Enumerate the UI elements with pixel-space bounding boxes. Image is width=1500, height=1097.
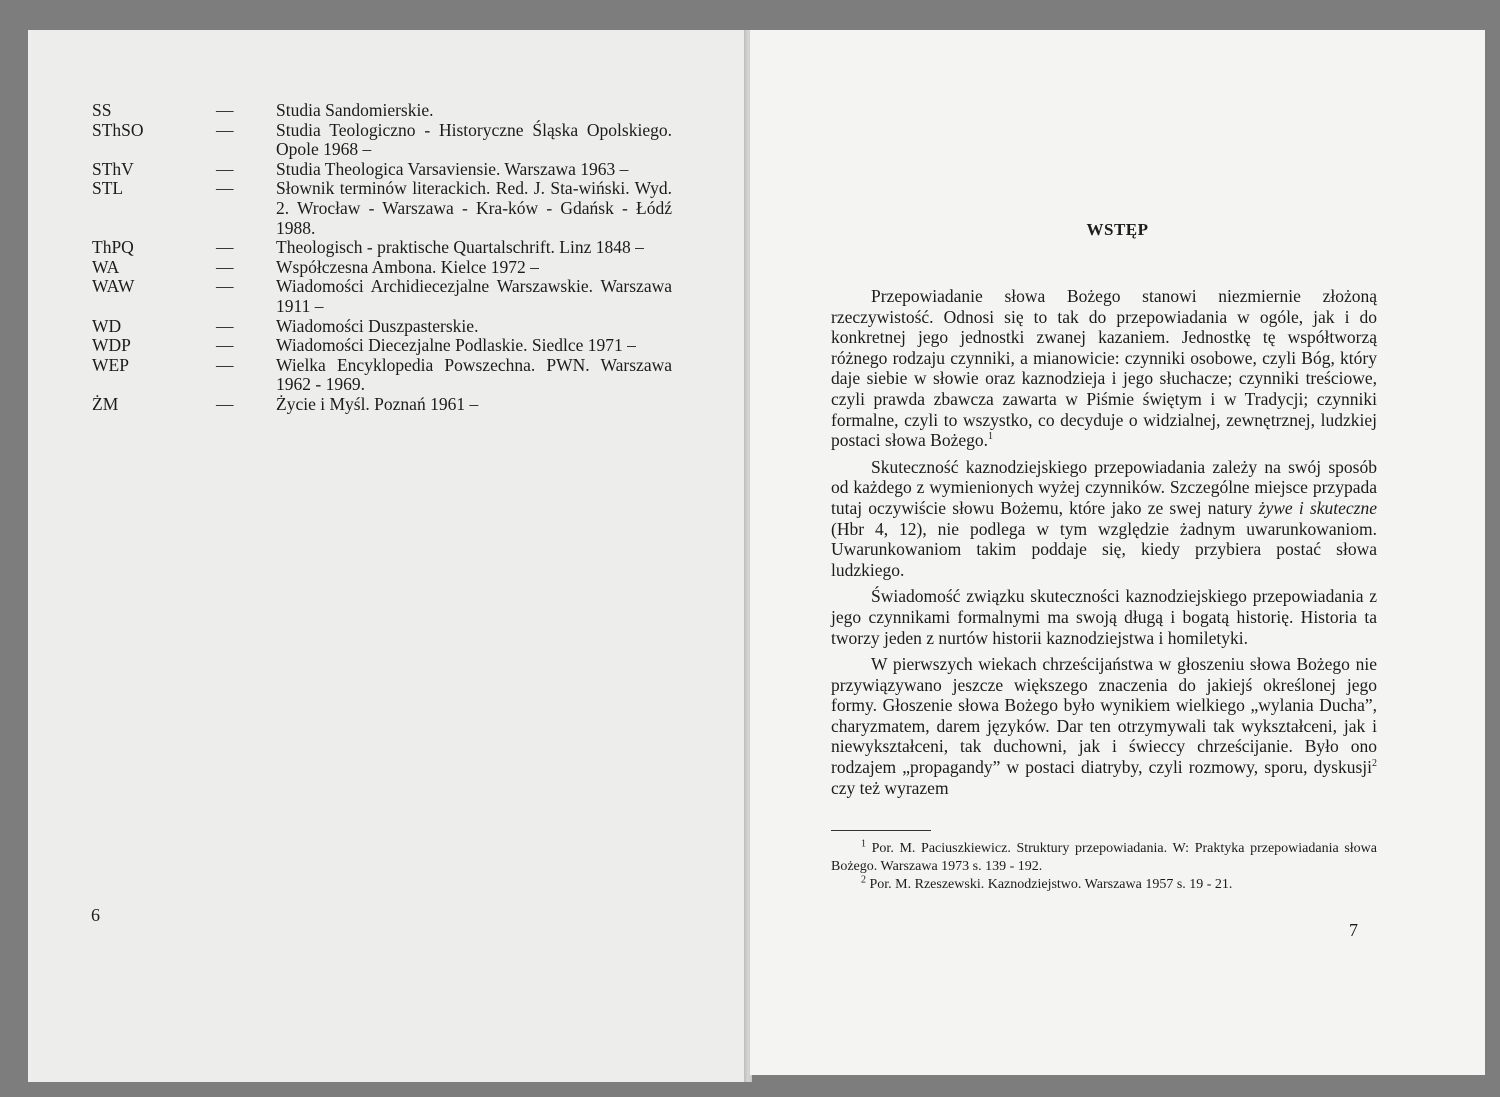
abbreviation-description: Wiadomości Diecezjalne Podlaskie. Siedlce 1971 –: [276, 335, 636, 356]
abbreviation-row: [92, 317, 672, 337]
italic-phrase: żywe i skuteczne: [1258, 497, 1378, 518]
abbreviation-dash: —: [216, 393, 234, 414]
right-page: [750, 30, 1485, 1075]
abbreviation-dash: —: [216, 119, 234, 140]
page-number-right: 7: [1349, 920, 1358, 940]
abbreviation-row: [92, 336, 672, 356]
section-title: WSTĘP: [1086, 220, 1149, 239]
abbreviation-description: Wiadomości Duszpasterskie.: [276, 315, 479, 336]
abbreviation-description: Studia Theologica Varsaviensie. Warszawa 1963 –: [276, 158, 629, 179]
abbreviation-description: Życie i Myśl. Poznań 1961 –: [276, 393, 479, 414]
abbreviation-description: Studia Sandomierskie.: [276, 100, 434, 120]
abbreviation-code: ŻM: [92, 393, 119, 414]
abbreviation-description: Wielka Encyklopedia Powszechna. PWN. Warszawa 1962 - 1969.: [276, 354, 672, 395]
abbreviation-row: [92, 356, 672, 395]
abbreviation-row: [92, 395, 672, 415]
body-text: [831, 286, 1377, 804]
paragraph-1: Przepowiadanie słowa Bożego stanowi niezmiernie złożoną rzeczywistość. Odnosi się to tak do przepowiadania w ogóle, jak i do konkretnej jego jednostki zwanej kazaniem. Jednostkę tę współtworzą różnego rodzaju czynniki, a mianowicie: czynniki osobowe, czyli Bóg, który daje siebie w słowie oraz kaznodzieja i jego słuchacze; czynniki treściowe, czyli prawda zbawcza zawarta w Piśmie świętym i w Tradycji; czynniki formalne, czyli to wszystko, co decyduje o widzialnej, zewnętrznej, ludzkiej postaci słowa Bożego.$^1$: [831, 286, 1377, 451]
footnote-rule: [831, 830, 931, 831]
abbreviation-code: WDP: [92, 335, 131, 356]
abbreviation-description: Theologisch - praktische Quartalschrift. Linz 1848 –: [276, 237, 644, 258]
abbreviation-description: Współczesna Ambona. Kielce 1972 –: [276, 256, 539, 277]
footnote-ref-2: 2: [1372, 758, 1377, 770]
abbreviation-dash: —: [216, 237, 234, 258]
footnote-ref-1: 1: [987, 431, 993, 443]
paragraph-4: W pierwszych wiekach chrześcijaństwa w głoszeniu słowa Bożego nie przywiązywano jeszcze większego znaczenia do jakiejś określonej jego formy. Głoszenie słowa Bożego było wynikiem wielkiego „wylania Ducha”, charyzmatem, darem języków. Dar ten otrzymywali tak wykształceni, jak i niewykształceni, tak duchowni, jak i świeccy chrześcijanie. Było ono rodzajem „propagandy” w postaci diatryby, czyli rozmowy, sporu, dyskusji$^2$ czy też wyrazem: [831, 654, 1377, 798]
abbreviation-code: WA: [92, 256, 120, 277]
abbreviation-code: SThSO: [92, 119, 144, 140]
abbreviation-row: [92, 277, 672, 316]
paragraph-2: Skuteczność kaznodziejskiego przepowiadania zależy na swój sposób od każdego z wymienionych wyżej czynników. Szczególne miejsce przypada tutaj oczywiście słowu Bożemu, które jako ze swej natury żywe i skuteczne (Hbr 4, 12), nie podlega w tym względzie żadnym uwarunkowaniom. Uwarunkowaniom takim poddaje się, kiedy przybiera postać słowa ludzkiego.: [831, 456, 1378, 580]
abbreviation-dash: —: [216, 315, 234, 336]
abbreviation-dash: —: [216, 100, 234, 120]
abbreviation-dash: —: [216, 178, 234, 199]
abbreviation-row: [92, 121, 672, 160]
footnote-1: $^1$ Por. M. Paciuszkiewicz. Struktury przepowiadania. W: Praktyka przepowiadania słowa Bożego. Warszawa 1973 s. 139 - 192.: [831, 838, 1378, 874]
abbreviation-row: [92, 160, 672, 180]
abbreviation-description: Słownik terminów literackich. Red. J. Sta-wiński. Wyd. 2. Wrocław - Warszawa - Kra-ków - Gdańsk - Łódź 1988.: [276, 178, 672, 238]
abbreviation-list: [92, 101, 672, 415]
paragraph-3: Świadomość związku skuteczności kaznodziejskiego przepowiadania z jego czynnikami formalnymi ma swoją długą i bogatą historię. Historia ta tworzy jeden z nurtów historii kaznodziejstwa i homiletyki.: [831, 586, 1377, 648]
abbreviation-code: ThPQ: [92, 237, 134, 258]
abbreviation-row: [92, 258, 672, 278]
abbreviation-description: Studia Teologiczno - Historyczne Śląska Opolskiego. Opole 1968 –: [276, 119, 672, 160]
abbreviation-code: WD: [92, 315, 122, 336]
abbreviation-code: STL: [92, 178, 124, 199]
abbreviation-row: [92, 101, 672, 121]
abbreviation-code: SS: [92, 100, 112, 120]
abbreviation-dash: —: [216, 335, 234, 356]
abbreviation-row: [92, 238, 672, 258]
abbreviation-dash: —: [216, 158, 234, 179]
abbreviation-dash: —: [216, 256, 234, 277]
footnote-2: $^2$ Por. M. Rzeszewski. Kaznodziejstwo. Warszawa 1957 s. 19 - 21.: [861, 874, 1233, 892]
abbreviation-dash: —: [216, 354, 234, 375]
abbreviation-code: SThV: [92, 158, 134, 179]
abbreviation-code: WEP: [92, 354, 129, 375]
abbreviation-row: [92, 179, 672, 238]
abbreviation-code: WAW: [92, 276, 135, 297]
page-number-left: 6: [91, 905, 100, 925]
footnotes: [831, 840, 1377, 894]
abbreviation-description: Wiadomości Archidiecezjalne Warszawskie. Warszawa 1911 –: [276, 276, 672, 316]
abbreviation-dash: —: [216, 276, 234, 297]
